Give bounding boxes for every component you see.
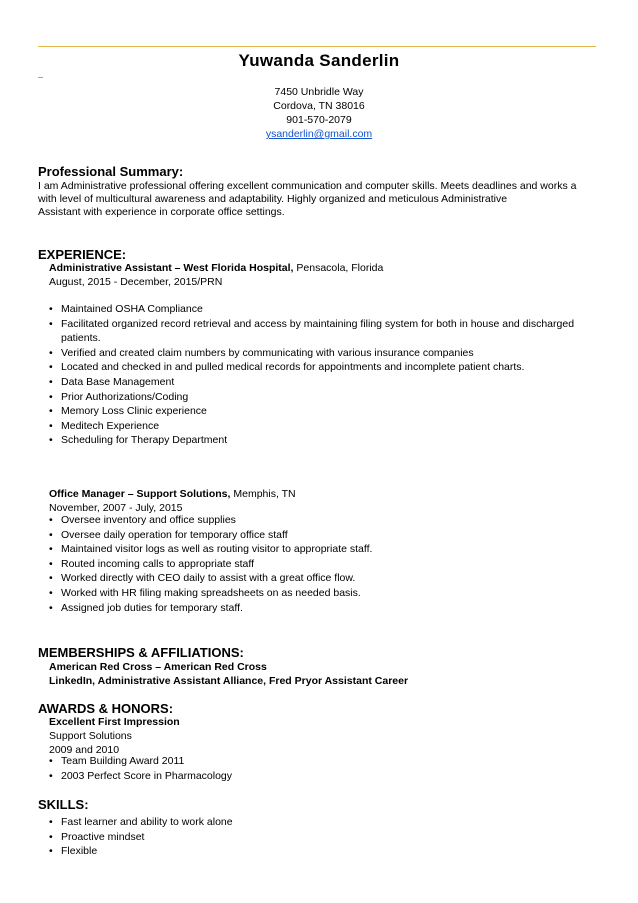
job-location: Memphis, TN — [230, 488, 296, 500]
list-item: • Verified and created claim numbers by communicating with various insurance companies — [49, 346, 594, 361]
list-item: • Oversee inventory and office supplies — [49, 513, 594, 528]
address-line-1: 7450 Unbridle Way — [274, 86, 364, 98]
list-item: • Memory Loss Clinic experience — [49, 404, 594, 419]
phone-number: 901-570-2079 — [286, 114, 352, 126]
summary-text — [38, 180, 593, 219]
address-line-2: Cordova, TN 38016 — [273, 100, 365, 112]
summary-line: Assistant with experience in corporate office settings. — [38, 206, 285, 218]
job-role: Office Manager – Support Solutions, — [49, 488, 231, 500]
header-rule — [38, 46, 596, 47]
experience-heading: EXPERIENCE: — [38, 247, 127, 262]
applicant-name: Yuwanda Sanderlin — [238, 51, 400, 70]
list-item: • Data Base Management — [49, 375, 594, 390]
summary-heading: Professional Summary: — [38, 164, 184, 179]
summary-line: I am Administrative professional offering excellent communication and computer skills. Meets deadlines and works a — [38, 180, 577, 192]
contact-block — [0, 85, 638, 141]
summary-line: with level of multicultural awareness and adaptability. Highly organized and meticulous Administrative — [38, 193, 508, 205]
list-item: • Located and checked in and pulled medical records for appointments and incomplete patient charts. — [49, 360, 594, 375]
list-item: • Facilitated organized record retrieval and access by maintaining filing system for both in house and discharged patients. — [49, 317, 594, 346]
job-duties-list — [49, 513, 594, 615]
memberships-heading: MEMBERSHIPS & AFFILIATIONS: — [38, 645, 244, 660]
job-location: Pensacola, Florida — [293, 262, 384, 274]
list-item: • 2003 Perfect Score in Pharmacology — [49, 769, 594, 784]
list-item: • Assigned job duties for temporary staff. — [49, 601, 594, 616]
job-dates: August, 2015 - December, 2015/PRN — [49, 276, 223, 288]
membership-line: LinkedIn, Administrative Assistant Alliance, Fred Pryor Assistant Career — [49, 675, 409, 687]
email-link[interactable]: ysanderlin@gmail.com — [265, 128, 373, 140]
decorative-dash — [38, 77, 43, 78]
memberships-list — [49, 660, 594, 688]
job-duties-list — [49, 302, 594, 448]
list-item: • Meditech Experience — [49, 419, 594, 434]
list-item: • Proactive mindset — [49, 830, 594, 845]
membership-line: American Red Cross – American Red Cross — [49, 661, 267, 673]
job-header — [49, 487, 594, 515]
list-item: • Flexible — [49, 844, 594, 859]
list-item: • Worked directly with CEO daily to assist with a great office flow. — [49, 571, 594, 586]
list-item: • Maintained OSHA Compliance — [49, 302, 594, 317]
list-item: • Team Building Award 2011 — [49, 754, 594, 769]
list-item: • Scheduling for Therapy Department — [49, 433, 594, 448]
list-item: • Routed incoming calls to appropriate staff — [49, 557, 594, 572]
list-item: • Fast learner and ability to work alone — [49, 815, 594, 830]
award-years: 2009 and 2010 — [49, 744, 120, 756]
award-name: Excellent First Impression — [49, 716, 180, 728]
award-org: Support Solutions — [49, 730, 132, 742]
skills-heading: SKILLS: — [38, 797, 89, 812]
list-item: • Prior Authorizations/Coding — [49, 390, 594, 405]
list-item: • Worked with HR filing making spreadsheets on as needed basis. — [49, 586, 594, 601]
list-item: • Maintained visitor logs as well as routing visitor to appropriate staff. — [49, 542, 594, 557]
job-dates: November, 2007 - July, 2015 — [49, 502, 183, 514]
job-role: Administrative Assistant – West Florida Hospital, — [49, 262, 294, 274]
awards-list — [49, 754, 594, 783]
awards-heading: AWARDS & HONORS: — [38, 701, 174, 716]
job-header — [49, 261, 594, 289]
award-block — [49, 715, 594, 757]
skills-list — [49, 815, 594, 859]
list-item: • Oversee daily operation for temporary office staff — [49, 528, 594, 543]
